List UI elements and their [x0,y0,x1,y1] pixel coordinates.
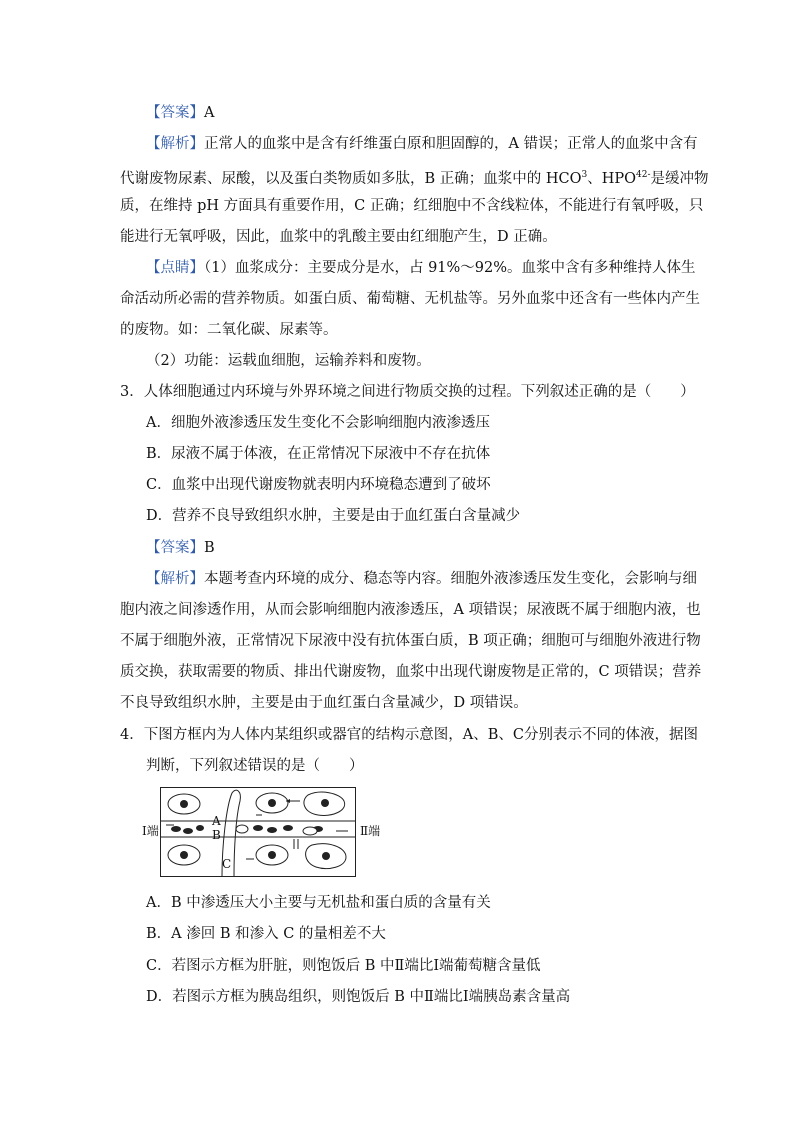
q3-analysis-line-5: 不良导致组织水肿，主要是由于血红蛋白含量减少，D 项错误。 [120,695,528,711]
blood-cell [253,825,263,831]
note-text: （1）血浆成分：主要成分是水，占 91%～92%。血浆中含有多种维持人体生 [204,260,696,276]
analysis-text: 能进行无氧呼吸，因此，血浆中的乳酸主要由红细胞产生，D 正确。 [120,229,557,245]
q3-analysis-line-3: 不属于细胞外液，正常情况下尿液中没有抗体蛋白质，B 项正确；细胞可与细胞外液进行物 [120,633,701,649]
q4-option-d: D．若图示方框为胰岛组织，则饱饭后 B 中Ⅱ端比Ⅰ端胰岛素含量高 [146,989,571,1005]
q4-stem-line-1: 4．下图方框内为人体内某组织或器官的结构示意图，A、B、C分别表示不同的体液，据图 [120,727,698,743]
cell-nucleus [321,799,329,807]
note-tag: 【点睛】 [146,260,204,276]
answer-value: B [204,540,215,556]
blood-cell [171,826,181,832]
q4-option-b: B．A 渗回 B 和渗入 C 的量相差不大 [146,926,386,942]
end-left-label: Ⅰ端 [142,824,159,838]
q2-note-line-3 [120,320,338,340]
cell-nucleus [180,800,188,808]
tissue-diagram [160,787,356,877]
white-blood-cell [303,827,317,835]
hpo-charge: 2- [641,170,651,180]
cell-nucleus [268,799,276,807]
label-b: B [212,828,221,842]
answer-value: A [204,105,215,121]
q2-note-line-2 [120,289,700,309]
answer-tag: 【答案】 [146,540,204,556]
q2-analysis-line-1 [146,134,698,154]
end-right-label: Ⅱ端 [360,824,381,838]
blood-cell [283,825,293,831]
note-text: 命活动所必需的营养物质。如蛋白质、葡萄糖、无机盐等。另外血浆中还含有一些体内产生 [120,291,700,307]
q4-option-c: C．若图示方框为肝脏，则饱饭后 B 中Ⅱ端比Ⅰ端葡萄糖含量低 [146,958,541,974]
analysis-text: 代谢废物尿素、尿酸，以及蛋白类物质如多肽，B 正确；血浆中的 HCO [120,170,582,187]
blood-cell [183,828,193,834]
white-blood-cell [236,825,248,833]
q4-stem-line-2: 判断，下列叙述错误的是（ ） [146,758,364,774]
blood-cell [196,825,204,831]
q2-note-line-4 [146,351,431,371]
q3-answer-line [146,538,215,558]
q3-option-b: B．尿液不属于体液，在正常情况下尿液中不存在抗体 [146,446,491,462]
q3-option-a: A．细胞外液渗透压发生变化不会影响细胞内液渗透压 [146,415,490,431]
q3-stem: 3．人体细胞通过内环境与外界环境之间进行物质交换的过程。下列叙述正确的是（ ） [120,384,695,400]
q4-option-a: A．B 中渗透压大小主要与无机盐和蛋白质的含量有关 [146,895,491,911]
analysis-tag: 【解析】 [146,136,204,152]
q2-note-line-1 [146,258,696,278]
cell-nucleus [268,851,276,859]
analysis-text: 正常人的血浆中是含有纤维蛋白原和胆固醇的，A 错误；正常人的血浆中含有 [204,136,698,152]
tissue-diagram-svg [160,787,356,877]
analysis-text: 质，在维持 pH 方面具有重要作用，C 正确；红细胞中不含线粒体，不能进行有氧呼吸，只 [120,198,704,214]
hco-subscript: 3 [581,170,588,180]
q3-option-c: C．血浆中出现代谢废物就表明内环境稳态遭到了破坏 [146,477,491,493]
analysis-text: 本题考查内环境的成分、稳态等内容。细胞外液渗透压发生变化，会影响与细 [204,571,697,587]
label-c: C [222,857,232,871]
analysis-tag: 【解析】 [146,571,204,587]
q2-analysis-line-3 [120,196,703,216]
note-text: （2）功能：运载血细胞，运输养料和废物。 [146,353,431,369]
hpo-text: 、HPO [587,170,637,187]
answer-tag: 【答案】 [146,105,204,121]
blood-cell [267,827,277,833]
hpo-subscript: 4 [636,170,642,180]
note-text: 的废物。如：二氧化碳、尿素等。 [120,322,338,338]
label-a: A [212,814,221,828]
q2-answer-line [146,103,214,123]
cell-nucleus [322,852,330,860]
q2-analysis-line-4 [120,227,557,247]
analysis-text-tail: 是缓冲物 [650,170,709,187]
q3-analysis-line-1 [146,569,697,589]
q3-analysis-line-2: 胞内液之间渗透作用，从而会影响细胞内液渗透压，A 项错误；尿液既不属于细胞内液，也 [120,602,701,618]
cell-nucleus [180,851,188,859]
q3-option-d: D．营养不良导致组织水肿，主要是由于血红蛋白含量减少 [146,508,521,524]
q2-analysis-line-2 [120,165,709,189]
q3-analysis-line-4: 质交换，获取需要的物质、排出代谢废物，血浆中出现代谢废物是正常的，C 项错误；营养 [120,664,702,680]
